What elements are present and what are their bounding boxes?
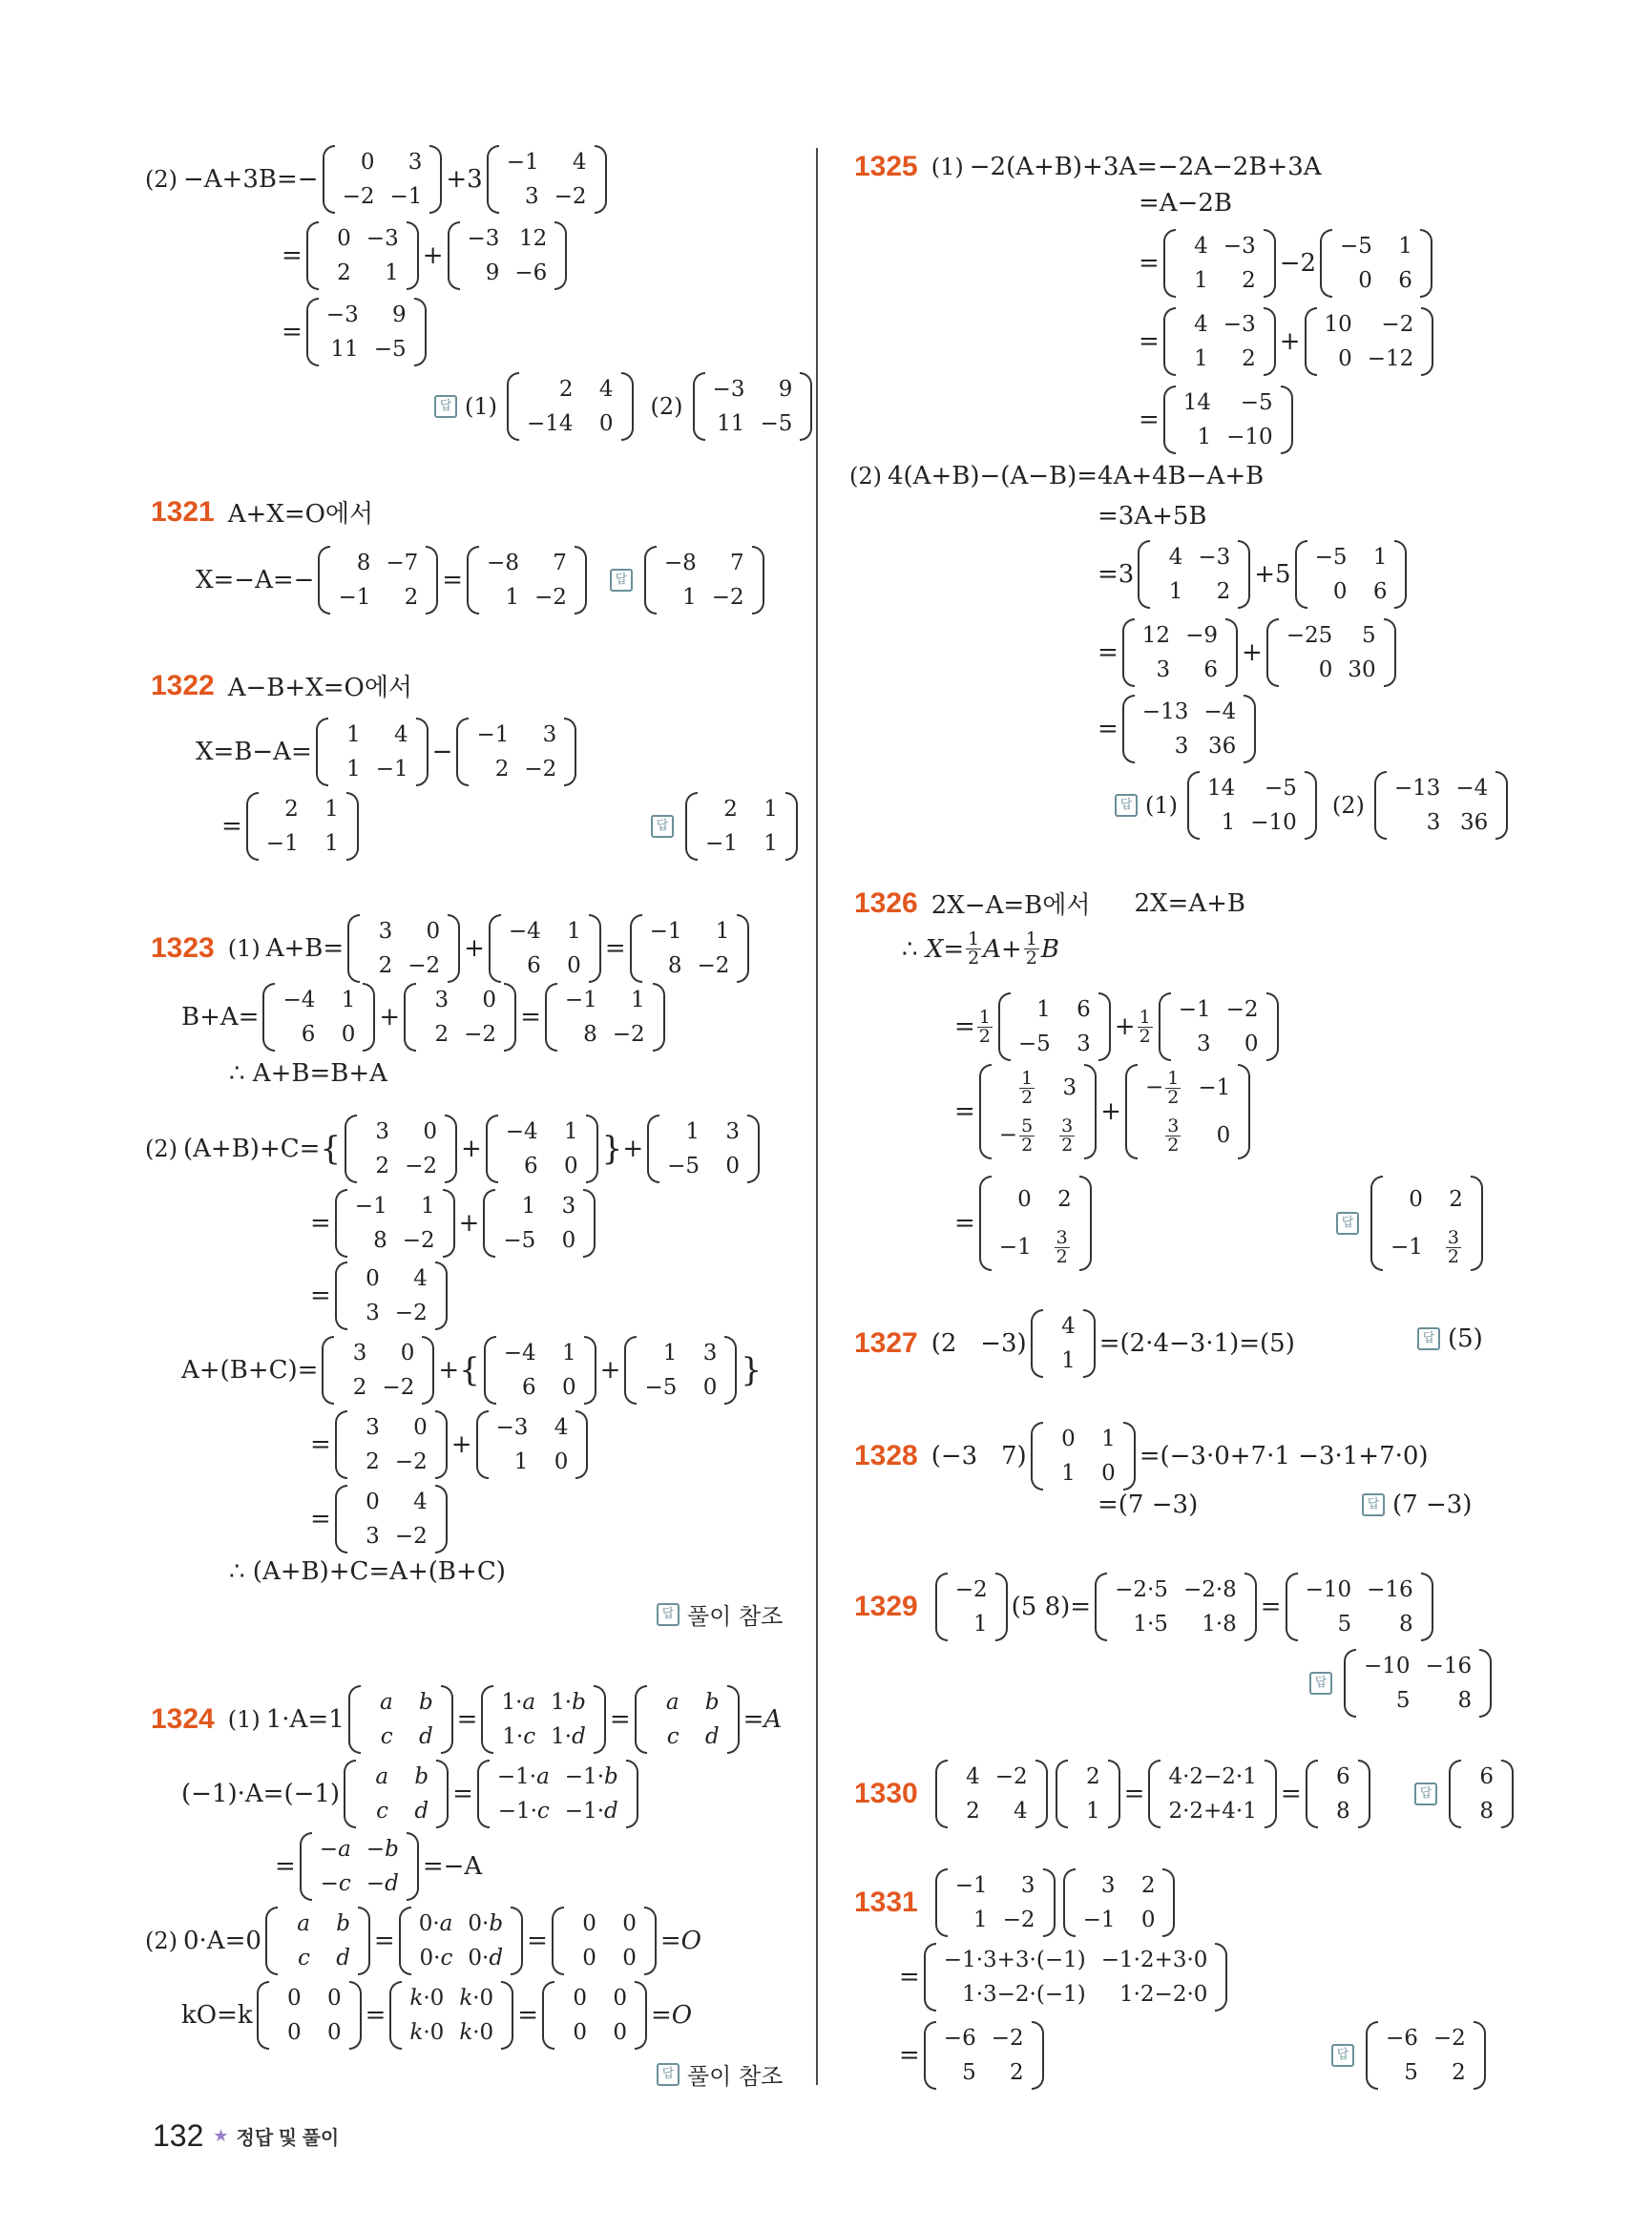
matrix: −6 −2 5 2 xyxy=(924,2021,1044,2090)
p1325-line1: 1325 (1) −2(A+B)+3A=−2A−2B+3A xyxy=(854,151,1322,182)
p1324-line3: = −a −b −c −d =−A xyxy=(275,1832,482,1901)
matrix: 10 −2 0 −12 xyxy=(1305,307,1434,376)
matrix: −1·a −1·b −1·c −1·d xyxy=(477,1760,638,1828)
matrix: −1 −2 3 0 xyxy=(1159,992,1279,1061)
p1323-line10: ∴ (A+B)+C=A+(B+C) xyxy=(229,1557,506,1586)
p1323-line7: A+(B+C)= 3 0 2 −2 + { −4 1 6 0 + 1 3 −5 0 } xyxy=(181,1336,762,1405)
matrix: 0 0 0 0 xyxy=(542,1981,647,2050)
matrix: 0 1 1 0 xyxy=(1031,1422,1136,1491)
matrix: a b c d xyxy=(348,1685,453,1754)
matrix: −1 4 3 −2 xyxy=(487,145,607,214)
answer-box-icon: 답 xyxy=(657,1603,680,1626)
p1330-line: 1330 4 −2 2 4 2 1 = 4·2−2·1 2·2+4·1 = 6 8 xyxy=(854,1760,1374,1828)
matrix: 3 2 −1 0 xyxy=(1063,1868,1176,1937)
matrix: a b c d xyxy=(635,1685,740,1754)
p1322-answer xyxy=(651,792,802,861)
matrix: −10 −16 5 8 xyxy=(1286,1573,1433,1641)
p1326-answer xyxy=(1336,1176,1487,1271)
page-footer xyxy=(153,2118,339,2154)
p1329-answer xyxy=(1309,1649,1495,1718)
matrix: 14 −5 1 −10 xyxy=(1187,771,1317,840)
p1325-line8: =3 4 −3 1 2 +5 −5 1 0 6 xyxy=(1098,540,1411,609)
matrix: −5 1 0 6 xyxy=(1295,540,1408,609)
matrix: −1 1 8 −2 xyxy=(630,914,750,983)
matrix: 0 4 3 −2 xyxy=(335,1485,448,1553)
p1328-line: 1328 (−3 7) 0 1 1 0 =(−3·0+7·1 −3·1+7·0) xyxy=(854,1422,1429,1491)
matrix: −3 9 11 −5 xyxy=(306,298,427,366)
matrix: −3 9 11 −5 xyxy=(693,372,813,441)
p1330-answer xyxy=(1414,1760,1517,1828)
p1331-line1: 1331 −1 3 1 −2 3 2 −1 0 xyxy=(854,1868,1179,1937)
p1326-line4: = $\frac{1}{2}$ 3 − $\frac{5}{2}$ $\frac{3}{2}$ + − $\frac{1}{2}$ −1 $\frac{3}{2}$ 0 xyxy=(954,1064,1254,1159)
matrix: k·0 k·0 k·0 k·0 xyxy=(389,1981,513,2050)
matrix: −5 1 0 6 xyxy=(1320,229,1432,298)
answer-box-icon: 답 xyxy=(434,395,457,418)
matrix: 8 −7 −1 2 xyxy=(318,546,438,615)
matrix: 0 2 −1 $\frac{3}{2}$ xyxy=(1370,1176,1483,1271)
matrix: −3 4 1 0 xyxy=(476,1410,589,1479)
matrix: 0 0 0 0 xyxy=(257,1981,362,2050)
matrix: 1 3 −5 0 xyxy=(483,1189,596,1258)
p1328-line2: =(7 −3) xyxy=(1098,1491,1199,1519)
answer-box-icon: 답 xyxy=(610,569,633,592)
answer-box-icon: 답 xyxy=(1115,794,1138,817)
p1325-line7: =3A+5B xyxy=(1098,502,1207,531)
p1325-line4: = 4 −3 1 2 + 10 −2 0 −12 xyxy=(1139,307,1437,376)
matrix: 4 −3 1 2 xyxy=(1163,229,1276,298)
p1324-line1: 1324 (1) 1·A=1 a b c d = 1·a 1·b 1·c 1·d = a b c d =A xyxy=(151,1685,782,1754)
p1326-line2: ∴ X= $\frac{1}{2}$ A+ $\frac{1}{2}$ B xyxy=(902,928,1059,969)
matrix: −6 −2 5 2 xyxy=(1366,2021,1486,2090)
p1325-line9: = 12 −9 3 6 + −25 5 0 30 xyxy=(1098,618,1400,687)
matrix: −4 1 6 0 xyxy=(489,914,601,983)
matrix: 12 −9 3 6 xyxy=(1122,618,1238,687)
matrix: 1 3 −5 0 xyxy=(647,1115,760,1183)
p1323-line2: B+A= −4 1 6 0 + 3 0 2 −2 = −1 1 8 −2 xyxy=(181,983,669,1052)
p1321-line2: X=−A=− 8 −7 −1 2 = −8 7 1 −2 답 −8 7 1 −2 xyxy=(196,546,768,615)
p1320-answer: 답 (1) 2 4 −14 0 (2) −3 9 11 −5 xyxy=(434,372,816,441)
matrix: 1 3 −5 0 xyxy=(624,1336,737,1405)
matrix: 2 1 −1 1 xyxy=(246,792,359,861)
p1329-line: 1329 −2 1 (5 8)= −2·5 −2·8 1·5 1·8 = −10 −16 5 8 xyxy=(854,1573,1437,1641)
p1320-line2: = 0 −3 2 1 + −3 12 9 −6 xyxy=(282,221,571,290)
p1325-line10: = −13 −4 3 36 xyxy=(1098,695,1260,763)
p1321-header: 1321 A+X=O에서 xyxy=(151,495,374,529)
p1323-line8: = 3 0 2 −2 + −3 4 1 0 xyxy=(310,1410,592,1479)
p1322-line2: X=B−A= 1 4 1 −1 − −1 3 2 −2 xyxy=(196,718,580,786)
answer-box-icon: 답 xyxy=(1417,1327,1440,1350)
matrix: 2 1 −1 1 xyxy=(685,792,798,861)
answer-box-icon: 답 xyxy=(657,2063,680,2086)
matrix: −1 1 8 −2 xyxy=(335,1189,455,1258)
page-number: 132 xyxy=(153,2118,204,2153)
matrix: −2·5 −2·8 1·5 1·8 xyxy=(1095,1573,1257,1641)
matrix: −4 1 6 0 xyxy=(262,983,375,1052)
matrix: 3 0 2 −2 xyxy=(345,1115,457,1183)
p1320-line1: (2) −A+3B=− 0 3 −2 −1 +3 −1 4 3 −2 xyxy=(145,145,611,214)
answer-box-icon: 답 xyxy=(1362,1493,1385,1516)
p1325-line2: =A−2B xyxy=(1139,189,1232,218)
matrix: − $\frac{1}{2}$ −1 $\frac{3}{2}$ 0 xyxy=(1125,1064,1250,1159)
p1325-line5: = 14 −5 1 −10 xyxy=(1139,386,1297,454)
matrix: 0 3 −2 −1 xyxy=(323,145,443,214)
p1326-header: 1326 2X−A=B에서 2X=A+B xyxy=(854,886,1246,920)
matrix: 14 −5 1 −10 xyxy=(1163,386,1293,454)
p1327-answer: 답 (5) xyxy=(1417,1324,1483,1353)
matrix: −3 12 9 −6 xyxy=(448,221,568,290)
p1320-line3: = −3 9 11 −5 xyxy=(282,298,430,366)
matrix: 3 0 2 −2 xyxy=(335,1410,448,1479)
matrix: 3 0 2 −2 xyxy=(347,914,460,983)
matrix: $\frac{1}{2}$ 3 − $\frac{5}{2}$ $\frac{3}{2}$ xyxy=(979,1064,1097,1159)
matrix: 3 0 2 −2 xyxy=(322,1336,434,1405)
p1323-line5: = −1 1 8 −2 + 1 3 −5 0 xyxy=(310,1189,599,1258)
p1325-answer: 답 (1) 14 −5 1 −10 (2) −13 −4 3 36 xyxy=(1115,771,1512,840)
matrix: 4·2−2·1 2·2+4·1 xyxy=(1148,1760,1276,1828)
p1326-line3: = $\frac{1}{2}$ 1 6 −5 3 + $\frac{1}{2}$ −1 −2 3 0 xyxy=(954,992,1283,1061)
p1328-answer: 답 (7 −3) xyxy=(1362,1491,1472,1519)
answer-box-icon: 답 xyxy=(1331,2044,1354,2067)
matrix: −a −b −c −d xyxy=(300,1832,419,1901)
matrix: 0·a 0·b 0·c 0·d xyxy=(399,1907,523,1975)
p1327-line: 1327 (2 −3) 4 1 =(2·4−3·1)=(5) xyxy=(854,1309,1295,1378)
matrix: 6 8 xyxy=(1306,1760,1370,1828)
matrix: −4 1 6 0 xyxy=(484,1336,596,1405)
matrix: 0 0 0 0 xyxy=(552,1907,657,1975)
p1331-line3: = −6 −2 5 2 xyxy=(899,2021,1048,2090)
p1324-line4: (2) 0·A=0 a b c d = 0·a 0·b 0·c 0·d = 0 0 0 0 =O xyxy=(145,1907,701,1975)
matrix: −13 −4 3 36 xyxy=(1122,695,1256,763)
matrix: 3 0 2 −2 xyxy=(404,983,516,1052)
matrix: 1 6 −5 3 xyxy=(998,992,1111,1061)
matrix: −10 −16 5 8 xyxy=(1344,1649,1492,1718)
answer-box-icon: 답 xyxy=(651,815,674,838)
matrix: 2 4 −14 0 xyxy=(507,372,634,441)
p1323-line6: = 0 4 3 −2 xyxy=(310,1261,451,1330)
matrix: 6 8 xyxy=(1449,1760,1514,1828)
matrix: −1 1 8 −2 xyxy=(545,983,665,1052)
matrix: a b c d xyxy=(344,1760,449,1828)
matrix: −2 1 xyxy=(935,1573,1008,1641)
matrix: 0 2 −1 $\frac{3}{2}$ xyxy=(979,1176,1092,1271)
matrix: −1 3 1 −2 xyxy=(935,1868,1056,1937)
matrix: 4 −3 1 2 xyxy=(1138,540,1250,609)
matrix: 1 4 1 −1 xyxy=(316,718,429,786)
p1326-line5: = 0 2 −1 $\frac{3}{2}$ xyxy=(954,1176,1096,1271)
matrix: 4 1 xyxy=(1031,1309,1096,1378)
matrix: −8 7 1 −2 xyxy=(644,546,764,615)
p1324-line5: kO=k 0 0 0 0 = k·0 k·0 k·0 k·0 = 0 0 0 0 =O xyxy=(181,1981,692,2050)
answer-box-icon: 답 xyxy=(1336,1212,1359,1235)
p1322-header: 1322 A−B+X=O에서 xyxy=(151,669,413,702)
matrix: 2 1 xyxy=(1056,1760,1120,1828)
star-icon: ★ xyxy=(213,2126,229,2145)
matrix: −25 5 0 30 xyxy=(1266,618,1396,687)
matrix: −4 1 6 0 xyxy=(486,1115,598,1183)
matrix: −1·3+3·(−1) −1·2+3·0 1·3−2·(−1) 1·2−2·0 xyxy=(924,1943,1228,2012)
p1323-line3: ∴ A+B=B+A xyxy=(229,1059,387,1088)
matrix: 0 −3 2 1 xyxy=(306,221,419,290)
matrix: 4 −3 1 2 xyxy=(1163,307,1276,376)
matrix: a b c d xyxy=(265,1907,370,1975)
matrix: −1 3 2 −2 xyxy=(456,718,576,786)
matrix: −13 −4 3 36 xyxy=(1374,771,1508,840)
footer-title: 정답 및 풀이 xyxy=(236,2128,340,2149)
matrix: 4 −2 2 4 xyxy=(935,1760,1048,1828)
p1331-answer xyxy=(1331,2021,1490,2090)
answer-box-icon: 답 xyxy=(1309,1672,1332,1695)
p1322-line3: = 2 1 −1 1 xyxy=(221,792,363,861)
p1324-answer: 답 풀이 참조 xyxy=(657,2057,783,2091)
p1323-line4: (2) (A+B)+C= { 3 0 2 −2 + −4 1 6 0 } + 1 3 −5 0 xyxy=(145,1115,763,1183)
p1323-line1: 1323 (1) A+B= 3 0 2 −2 + −4 1 6 0 = −1 1 8 −2 xyxy=(151,914,753,983)
matrix: 0 4 3 −2 xyxy=(335,1261,448,1330)
p1323-line9: = 0 4 3 −2 xyxy=(310,1485,451,1553)
answer-box-icon: 답 xyxy=(1414,1783,1437,1805)
matrix: −8 7 1 −2 xyxy=(467,546,587,615)
p1331-line2: = −1·3+3·(−1) −1·2+3·0 1·3−2·(−1) 1·2−2·0 xyxy=(899,1943,1231,2012)
p1324-line2: (−1)·A=(−1) a b c d = −1·a −1·b −1·c −1·d xyxy=(181,1760,642,1828)
p1323-answer: 답 풀이 참조 xyxy=(657,1597,783,1631)
p1325-line6: (2) 4(A+B)−(A−B)=4A+4B−A+B xyxy=(849,462,1265,490)
p1325-line3: = 4 −3 1 2 −2 −5 1 0 6 xyxy=(1139,229,1436,298)
matrix: 1·a 1·b 1·c 1·d xyxy=(481,1685,605,1754)
